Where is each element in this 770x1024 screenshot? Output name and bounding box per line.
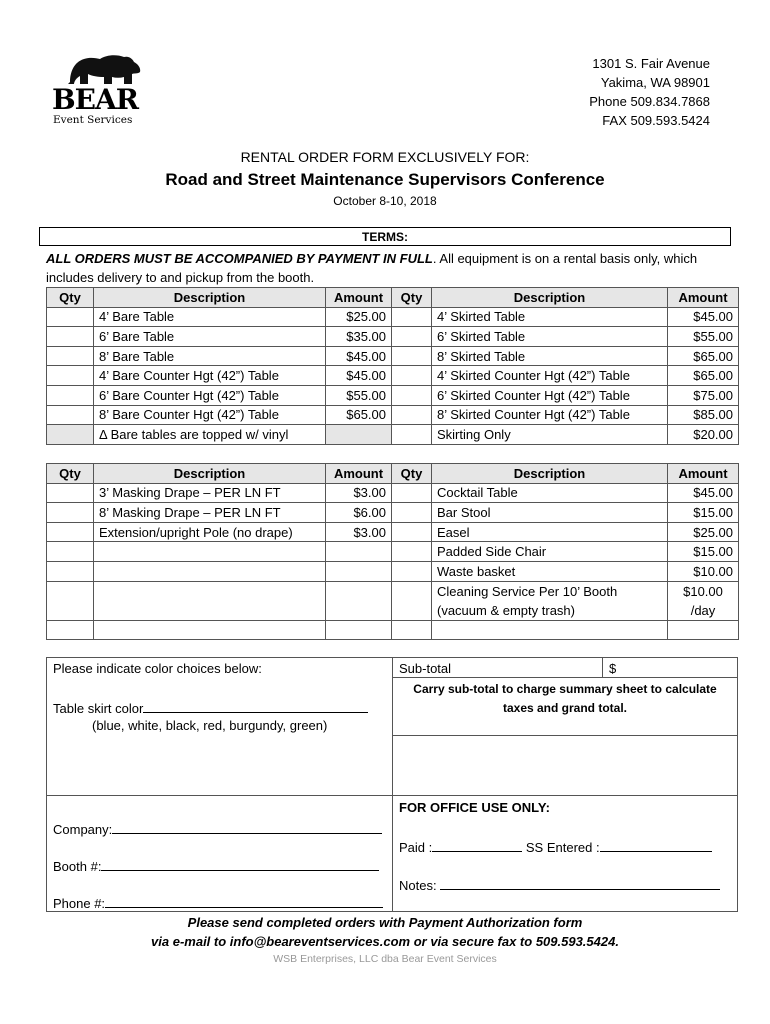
- phone-label: Phone #:: [53, 896, 106, 911]
- item-description: 8’ Bare Table: [94, 346, 326, 366]
- table-row: [47, 425, 739, 445]
- table-skirt-color-label: Table skirt color: [53, 701, 144, 716]
- logo-wordmark: BEAR: [52, 83, 139, 116]
- item-amount: $65.00: [668, 346, 739, 366]
- item-amount: [326, 581, 392, 620]
- subtotal-note-line2: taxes and grand total.: [502, 701, 628, 715]
- qty-field[interactable]: [392, 405, 432, 425]
- item-amount: $10.00: [668, 561, 739, 581]
- form-heading: RENTAL ORDER FORM EXCLUSIVELY FOR:: [240, 149, 530, 165]
- item-amount: $25.00: [668, 522, 739, 542]
- divider: [392, 677, 738, 678]
- table-row: [47, 483, 739, 503]
- col-qty: Qty: [392, 288, 432, 308]
- cleaning-service-unit: /day: [690, 602, 716, 618]
- col-amount: Amount: [326, 288, 392, 308]
- table-skirt-color-line[interactable]: [143, 699, 368, 713]
- item-description: Waste basket: [432, 561, 668, 581]
- qty-field[interactable]: [47, 327, 94, 347]
- item-amount: $15.00: [668, 542, 739, 562]
- subtotal-note: [392, 680, 738, 718]
- item-description: [94, 542, 326, 562]
- company-address: [589, 54, 710, 130]
- footer-instructions-1: Please send completed orders with Payment Authorization form: [187, 915, 583, 930]
- terms-line2: includes delivery to and pickup from the booth.: [46, 270, 315, 285]
- col-amount: Amount: [668, 464, 739, 484]
- footer-company: WSB Enterprises, LLC dba Bear Event Services: [273, 953, 497, 965]
- logo-subtitle: Event Services: [53, 114, 133, 126]
- notes-field[interactable]: [399, 876, 720, 893]
- qty-field[interactable]: [47, 405, 94, 425]
- item-description: 8’ Masking Drape – PER LN FT: [94, 503, 326, 523]
- item-amount: $65.00: [668, 366, 739, 386]
- col-description: Description: [94, 288, 326, 308]
- table-row: [47, 522, 739, 542]
- item-description: 6’ Skirted Counter Hgt (42”) Table: [432, 385, 668, 405]
- item-amount: $85.00: [668, 405, 739, 425]
- qty-field[interactable]: [392, 581, 432, 620]
- accessories-rental-grid: [46, 463, 739, 640]
- item-description: 3’ Masking Drape – PER LN FT: [94, 483, 326, 503]
- paid-line[interactable]: [432, 838, 522, 852]
- item-description: 8’ Skirted Table: [432, 346, 668, 366]
- item-description: Easel: [432, 522, 668, 542]
- item-description: 6’ Bare Counter Hgt (42”) Table: [94, 385, 326, 405]
- table-row: [47, 327, 739, 347]
- paid-field[interactable]: [399, 838, 712, 855]
- item-amount: $15.00: [668, 503, 739, 523]
- item-description: [432, 581, 668, 620]
- paid-label: Paid :: [399, 840, 433, 855]
- item-description: 4’ Bare Counter Hgt (42”) Table: [94, 366, 326, 386]
- qty-field[interactable]: [392, 385, 432, 405]
- amount-cell-disabled: [326, 425, 392, 445]
- qty-field[interactable]: [392, 327, 432, 347]
- item-amount: $55.00: [668, 327, 739, 347]
- booth-field[interactable]: [53, 857, 379, 874]
- table-row: [47, 366, 739, 386]
- item-amount: [326, 620, 392, 640]
- col-qty: Qty: [47, 464, 94, 484]
- company-line[interactable]: [112, 820, 382, 834]
- divider: [46, 795, 738, 796]
- subtotal-note-line1: Carry sub-total to charge summary sheet to calculate: [413, 682, 717, 696]
- item-description: [94, 620, 326, 640]
- item-description: [94, 561, 326, 581]
- qty-field[interactable]: [47, 561, 94, 581]
- subtotal-label: Sub-total: [399, 661, 452, 676]
- qty-field[interactable]: [47, 522, 94, 542]
- col-description: Description: [432, 288, 668, 308]
- booth-line[interactable]: [101, 857, 379, 871]
- item-description: Extension/upright Pole (no drape): [94, 522, 326, 542]
- item-amount: $45.00: [326, 366, 392, 386]
- cleaning-service-label: Cleaning Service Per 10’ Booth: [437, 583, 618, 599]
- item-description: Cocktail Table: [432, 483, 668, 503]
- item-description: 4’ Skirted Counter Hgt (42”) Table: [432, 366, 668, 386]
- qty-field[interactable]: [47, 503, 94, 523]
- item-description: Padded Side Chair: [432, 542, 668, 562]
- qty-field[interactable]: [47, 542, 94, 562]
- table-row: [47, 307, 739, 327]
- company-logo: [52, 52, 152, 130]
- table-row: [47, 405, 739, 425]
- item-amount: $55.00: [326, 385, 392, 405]
- qty-field[interactable]: [47, 346, 94, 366]
- item-description: Skirting Only: [432, 425, 668, 445]
- item-amount: [326, 542, 392, 562]
- event-dates: October 8-10, 2018: [333, 194, 437, 208]
- table-row: [47, 503, 739, 523]
- qty-field[interactable]: [392, 483, 432, 503]
- item-amount: $75.00: [668, 385, 739, 405]
- item-amount: $35.00: [326, 327, 392, 347]
- qty-field[interactable]: [392, 503, 432, 523]
- table-header-row: [47, 464, 739, 484]
- qty-field[interactable]: [392, 620, 432, 640]
- table-row: [47, 346, 739, 366]
- office-use-title: FOR OFFICE USE ONLY:: [399, 800, 550, 815]
- cleaning-service-price: $10.00: [683, 583, 723, 599]
- item-description: [94, 581, 326, 620]
- col-amount: Amount: [326, 464, 392, 484]
- qty-field[interactable]: [47, 366, 94, 386]
- table-skirt-color-field[interactable]: [53, 699, 368, 716]
- item-description: Bar Stool: [432, 503, 668, 523]
- qty-field[interactable]: [392, 366, 432, 386]
- item-description: 8’ Skirted Counter Hgt (42”) Table: [432, 405, 668, 425]
- col-description: Description: [94, 464, 326, 484]
- item-description: 6’ Bare Table: [94, 327, 326, 347]
- col-qty: Qty: [392, 464, 432, 484]
- color-choices-prompt: Please indicate color choices below:: [53, 661, 262, 676]
- table-row: [47, 385, 739, 405]
- table-row: [47, 561, 739, 581]
- item-amount: $6.00: [326, 503, 392, 523]
- item-amount: $45.00: [326, 346, 392, 366]
- item-description: 4’ Skirted Table: [432, 307, 668, 327]
- ss-entered-label: SS Entered :: [525, 840, 600, 855]
- item-amount: $3.00: [326, 483, 392, 503]
- terms-text: [46, 249, 726, 287]
- phone-field[interactable]: [53, 894, 383, 911]
- qty-field[interactable]: [47, 581, 94, 620]
- qty-field[interactable]: [392, 425, 432, 445]
- item-amount: [326, 561, 392, 581]
- cleaning-service-detail: (vacuum & empty trash): [437, 602, 575, 618]
- terms-bold: ALL ORDERS MUST BE ACCOMPANIED BY PAYMENT IN FULL: [46, 251, 433, 266]
- divider: [392, 735, 738, 736]
- divider: [602, 657, 603, 677]
- subtotal-field[interactable]: [609, 661, 616, 676]
- item-amount: [668, 581, 739, 620]
- company-field[interactable]: [53, 820, 382, 837]
- footer-instructions-2: via e-mail to info@beareventservices.com or via secure fax to 509.593.5424.: [151, 934, 619, 949]
- table-header-row: [47, 288, 739, 308]
- qty-field[interactable]: [47, 385, 94, 405]
- address-city: Yakima, WA 98901: [600, 75, 710, 90]
- item-amount: $3.00: [326, 522, 392, 542]
- qty-cell-disabled: [47, 425, 94, 445]
- ss-entered-line[interactable]: [600, 838, 712, 852]
- terms-rest: . All equipment is on a rental basis only, which: [432, 251, 698, 266]
- col-qty: Qty: [47, 288, 94, 308]
- company-label: Company:: [53, 822, 113, 837]
- qty-field[interactable]: [392, 542, 432, 562]
- item-amount: $65.00: [326, 405, 392, 425]
- table-row: [47, 620, 739, 640]
- event-title: Road and Street Maintenance Supervisors Conference: [165, 170, 605, 189]
- notes-label: Notes:: [399, 878, 437, 893]
- item-description: 4’ Bare Table: [94, 307, 326, 327]
- item-description: 8’ Bare Counter Hgt (42”) Table: [94, 405, 326, 425]
- bear-icon: [66, 52, 146, 86]
- qty-field[interactable]: [47, 307, 94, 327]
- address-fax: FAX 509.593.5424: [602, 113, 710, 128]
- qty-field[interactable]: [47, 483, 94, 503]
- notes-line[interactable]: [440, 876, 720, 890]
- terms-header: TERMS:: [39, 227, 731, 246]
- item-description: [432, 620, 668, 640]
- item-amount: $45.00: [668, 483, 739, 503]
- address-street: 1301 S. Fair Avenue: [592, 56, 710, 71]
- qty-field[interactable]: [392, 561, 432, 581]
- col-amount: Amount: [668, 288, 739, 308]
- item-amount: $20.00: [668, 425, 739, 445]
- address-phone: Phone 509.834.7868: [589, 94, 710, 109]
- qty-field[interactable]: [392, 346, 432, 366]
- tables-rental-grid: [46, 287, 739, 445]
- qty-field[interactable]: [47, 620, 94, 640]
- col-description: Description: [432, 464, 668, 484]
- item-amount: [668, 620, 739, 640]
- item-description: 6’ Skirted Table: [432, 327, 668, 347]
- qty-field[interactable]: [392, 522, 432, 542]
- item-amount: $45.00: [668, 307, 739, 327]
- phone-line[interactable]: [105, 894, 383, 908]
- table-row: [47, 542, 739, 562]
- qty-field[interactable]: [392, 307, 432, 327]
- booth-label: Booth #:: [53, 859, 102, 874]
- currency-symbol: $: [609, 661, 617, 676]
- item-amount: $25.00: [326, 307, 392, 327]
- skirt-color-options: (blue, white, black, red, burgundy, green): [92, 718, 328, 733]
- vinyl-note: Δ Bare tables are topped w/ vinyl: [94, 425, 326, 445]
